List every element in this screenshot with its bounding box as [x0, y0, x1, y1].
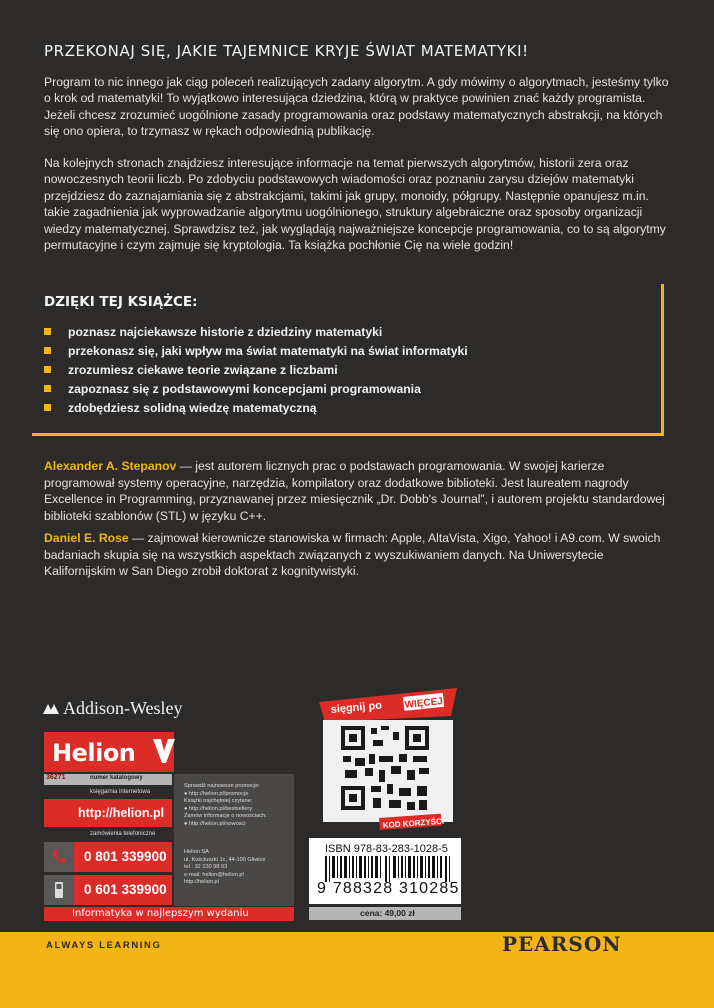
promo-info: Sprawdź najnowsze promocje: ● http://helion.pl/promocje Książki najchętniej czytane: ● http://helion.pl/bestsellery Zamów informacje o nowościach: ● http://helion.pl/nowosci	[184, 783, 267, 827]
author-bio-stepanov: Alexander A. Stepanov — jest autorem licznych prac o podstawach programowania. W swojej karierze programował systemy operacyjne, narzędzia, kompilatory oraz dodatkowe biblioteki. Jest laureatem nagrody Excellence in Programming, przyznawanej przez miesięcznik „Dr. Dobb's Journal”, i autorem projektu standardowej biblioteki szablonów (STL) w języku C++.	[44, 459, 665, 523]
tagline: Informatyka w najlepszym wydaniu	[72, 908, 249, 919]
addison-wesley-icon	[42, 701, 60, 715]
description-paragraph-2: Na kolejnych stronach znajdziesz interesujące informacje na temat pierwszych algorytmów, historii zera oraz nowoczesnych teorii liczb. Po zdobyciu podstawowych wiadomości oraz poznaniu zarysu dziejów matematyki przejdziesz do zaznajamiania się z abstrakcjami, takimi jak grupy, monoidy, półgrupy. Następnie opanujesz m.in. takie zagadnienia jak wyprowadzanie algorytmu uogólnionego, struktury algebraiczne oraz sposoby organizacji wiedzy matematycznej. Sprawdzisz też, jak wyglądają najważniejsze koncepcje programowania, co to są algorytmy permutacyjne i czym zajmuje się kryptologia. Ta książka pochłonie Cię na wiele godzin!	[44, 156, 666, 253]
shop-label: księgarnia internetowa	[90, 789, 151, 795]
price: cena: 49,00 zł	[360, 908, 415, 918]
bullet-icon	[44, 385, 51, 392]
barcode-icon	[325, 856, 453, 882]
publisher-address: Helion SA ul. Kościuszki 1c, 44-100 Gliwice tel.: 32 230 98 63 e-mail: helion@helion.pl http://helion.pl	[184, 849, 266, 885]
sticker-top-text: sięgnij po	[330, 699, 383, 716]
helion-url[interactable]: http://helion.pl	[78, 806, 165, 820]
helion-logo-text: Helion	[52, 739, 136, 767]
list-item: zapoznasz się z podstawowymi koncepcjami programowania	[44, 379, 468, 398]
benefits-title: DZIĘKI TEJ KSIĄŻCE:	[44, 294, 198, 310]
list-item: zdobędziesz solidną wiedzę matematyczną	[44, 398, 468, 417]
footer-slogan: ALWAYS LEARNING	[46, 940, 162, 951]
bullet-icon	[44, 404, 51, 411]
sticker-bottom-text: KOD KORZYŚCI	[382, 816, 445, 830]
author-bio-rose: Daniel E. Rose — zajmował kierownicze stanowiska w firmach: Apple, AltaVista, Xigo, Yahoo! i A9.com. W swoich badaniach skupia się na wszystkich aspektach związanych z wyszukiwaniem danych. Na Uniwersytecie Kalifornijskim w San Diego zrobił doktorat z kognitywistyki.	[44, 531, 661, 579]
mobile-phone-icon	[44, 875, 74, 905]
sticker-highlight-text: WIĘCEJ	[404, 696, 444, 711]
bullet-icon	[44, 366, 51, 373]
benefits-list	[44, 322, 468, 417]
list-item: poznasz najciekawsze historie z dziedziny matematyki	[44, 322, 468, 341]
pearson-logo: PEARSON	[502, 932, 622, 956]
qr-sticker	[309, 686, 461, 836]
bullet-icon	[44, 347, 51, 354]
list-item: przekonasz się, jaki wpływ ma świat matematyki na świat informatyki	[44, 341, 468, 360]
bullet-icon	[44, 328, 51, 335]
list-item: zrozumiesz ciekawe teorie związane z liczbami	[44, 360, 468, 379]
catalog-label: numer katalogowy	[90, 775, 143, 781]
orders-label: zamówienia telefoniczne	[90, 831, 156, 837]
author-name: Alexander A. Stepanov	[44, 459, 177, 473]
isbn: ISBN 978-83-283-1028-5	[323, 843, 460, 855]
phone-icon	[44, 842, 74, 872]
helion-v-icon	[152, 737, 176, 765]
description-paragraph-1: Program to nic innego jak ciąg poleceń realizujących zadany algorytm. A gdy mówimy o algorytmach, jesteśmy tylko o krok od matematyki! To wyjątkowo interesująca dziedzina, którą w praktyce powinien znać każdy programista. Jeżeli chcesz zrozumieć uogólnione zasady programowania oraz podstawy matematycznych abstrakcji, na których się ono opiera, to trzymasz w rękach odpowiednią publikację.	[44, 75, 669, 139]
addison-wesley-logo: Addison-Wesley	[42, 698, 183, 719]
author-name: Daniel E. Rose	[44, 531, 129, 545]
barcode-digits: 9 788328 310285	[317, 880, 460, 897]
phone-number-2: 0 601 339900	[84, 882, 167, 897]
phone-number-1: 0 801 339900	[84, 849, 167, 864]
catalog-number: 36271	[46, 774, 66, 781]
headline: PRZEKONAJ SIĘ, JAKIE TAJEMNICE KRYJE ŚWIAT MATEMATYKI!	[44, 42, 529, 60]
